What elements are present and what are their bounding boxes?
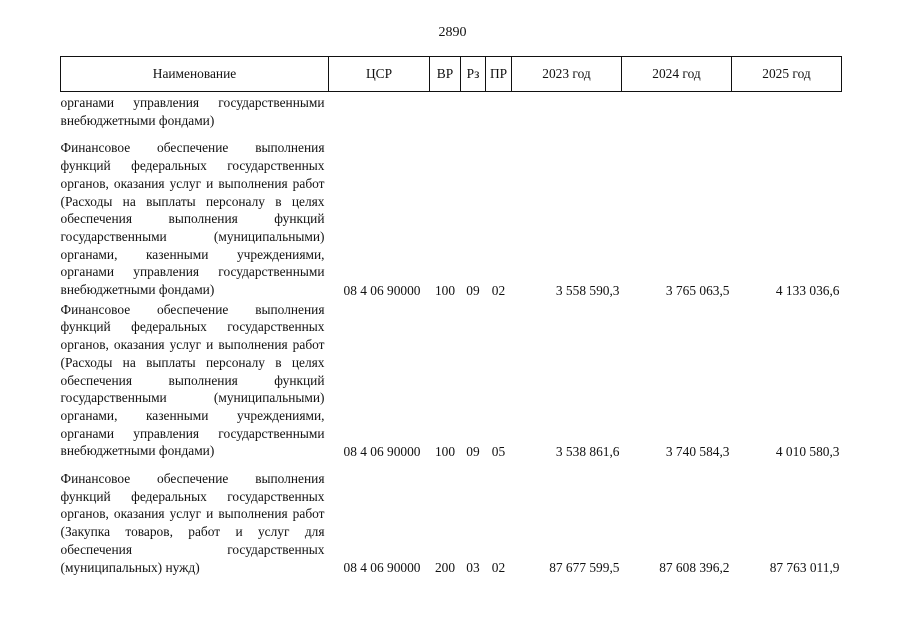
header-rz: Рз <box>461 57 486 92</box>
table-row <box>61 468 842 576</box>
row-name: Финансовое обеспечение выполнения функций федеральных государственных органов, оказания услуг и выполнения работ (Закупка товаров, работ и услуг для обеспечения государственных (муниципальных) нужд) <box>60 471 325 575</box>
row-2025: 87 763 011,9 <box>769 560 840 576</box>
budget-table <box>60 56 842 576</box>
row-2023 <box>512 92 622 130</box>
row-2024: 87 608 396,2 <box>659 560 730 576</box>
header-pr: ПР <box>486 57 512 92</box>
row-name: Финансовое обеспечение выполнения функций федеральных государственных органов, оказания услуг и выполнения работ (Расходы на выплаты персоналу в целях обеспечения выполнения функций государственными (муниципальными) органами, казенными учреждениями, органами управления государственными внебюджетными фондами) <box>60 301 325 459</box>
table-row <box>61 299 842 460</box>
row-rz <box>461 92 486 130</box>
table-row <box>61 137 842 298</box>
row-csr: 08 4 06 90000 <box>343 444 421 460</box>
row-pr: 02 <box>491 282 506 298</box>
row-csr: 08 4 06 90000 <box>343 560 421 576</box>
row-2023: 3 538 861,6 <box>555 444 620 460</box>
row-vr: 100 <box>434 444 456 460</box>
header-csr: ЦСР <box>329 57 430 92</box>
row-rz: 03 <box>466 560 480 576</box>
table-header-row <box>61 57 842 92</box>
row-2024: 3 740 584,3 <box>665 444 730 460</box>
row-csr: 08 4 06 90000 <box>343 282 421 298</box>
row-pr: 05 <box>491 444 506 460</box>
row-name: органами управления государственными внебюджетными фондами) <box>60 95 325 128</box>
row-vr: 200 <box>434 560 456 576</box>
row-vr: 100 <box>434 282 456 298</box>
row-2025: 4 133 036,6 <box>775 282 840 298</box>
row-spacer <box>61 129 842 137</box>
row-2024: 3 765 063,5 <box>665 282 730 298</box>
page-number: 2890 <box>438 25 467 40</box>
row-vr <box>430 92 461 130</box>
header-vr: ВР <box>430 57 461 92</box>
row-2024 <box>622 92 732 130</box>
row-rz: 09 <box>466 444 480 460</box>
header-2024: 2024 год <box>622 57 732 92</box>
header-2023: 2023 год <box>512 57 622 92</box>
header-name: Наименование <box>61 57 329 92</box>
row-pr <box>486 92 512 130</box>
row-pr: 02 <box>491 560 506 576</box>
row-2023: 3 558 590,3 <box>555 282 620 298</box>
row-csr <box>329 92 430 130</box>
row-2025 <box>732 92 842 130</box>
row-2023: 87 677 599,5 <box>549 560 620 576</box>
row-rz: 09 <box>466 282 480 298</box>
table-row <box>61 92 842 130</box>
header-2025: 2025 год <box>732 57 842 92</box>
row-spacer <box>61 460 842 468</box>
row-name: Финансовое обеспечение выполнения функций федеральных государственных органов, оказания услуг и выполнения работ (Расходы на выплаты персоналу в целях обеспечения выполнения функций государственными (муниципальными) органами, казенными учреждениями, органами управления государственными внебюджетными фондами) <box>60 140 325 298</box>
row-2025: 4 010 580,3 <box>775 444 840 460</box>
